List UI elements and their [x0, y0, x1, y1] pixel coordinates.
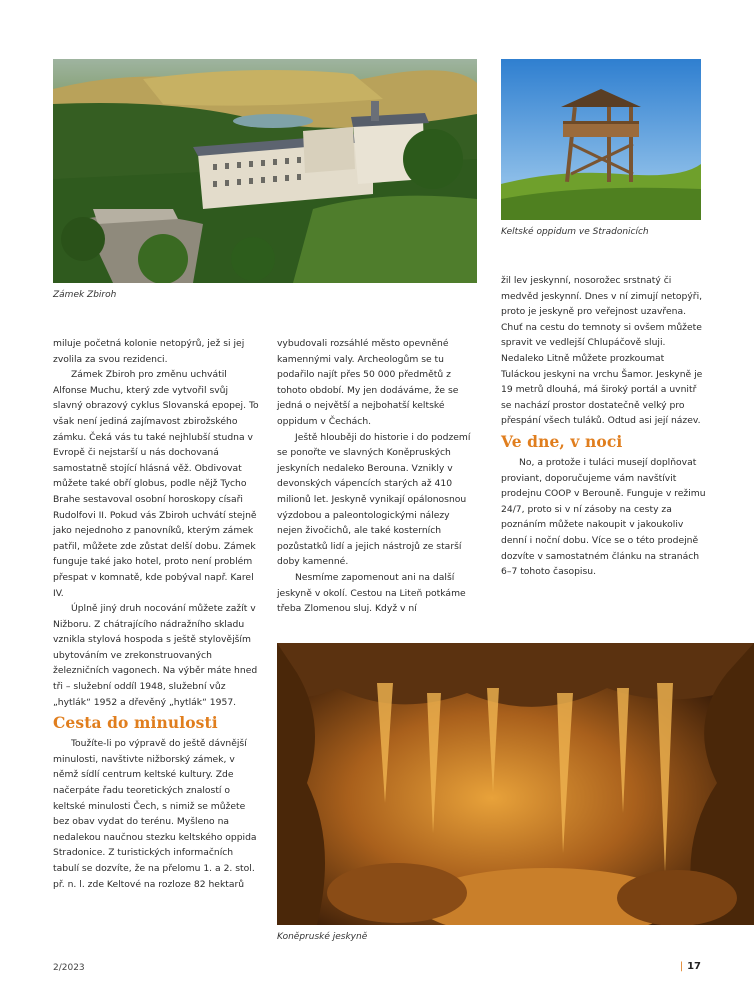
- page-number-value: 17: [687, 961, 701, 972]
- tower-photo: [501, 59, 701, 220]
- tower-photo-caption: Keltské oppidum ve Stradonicích: [501, 227, 649, 237]
- page-number: | 17: [679, 961, 701, 972]
- paragraph: No, a protože i tuláci musejí doplňovat proviant, doporučujeme vám navštívit prodejnu COOP v Berouně. Funguje v režimu 24/7, proto si v ní zásoby na cesty za poznáním můžete nakoupit v jakoukoliv denní i noční dobu. Více se o této prodejně dozvíte v samostatném článku na stranách 6–7 tohoto časopisu.: [501, 456, 706, 578]
- column-1: [53, 336, 259, 892]
- section-heading: Ve dne, v noci: [501, 431, 623, 451]
- castle-photo-caption: Zámek Zbiroh: [53, 290, 117, 300]
- paragraph: miluje početná kolonie netopýrů, jež si jej zvolila za svou rezidenci.: [53, 338, 245, 365]
- column-2: [277, 336, 475, 617]
- paragraph: Toužíte-li po výpravě do ještě dávnější minulosti, navštivte nižborský zámek, v němž sídlí centrum keltské kultury. Zde načerpáte řadu teoretických znalostí o keltské minulosti Čech, s nimiž se můžete bez obav vydat do terénu. Myšleno na nedalekou naučnou stezku keltského oppida Stradonice. Z turistických informačních tabulí se dozvíte, že na přelomu 1. a 2. stol. př. n. l. zde Keltové na rozloze 82 hektarů: [53, 738, 257, 890]
- paragraph: žil lev jeskynní, nosorožec srstnatý či medvěd jeskynní. Dnes v ní zimují netopýři, proto je jeskyně pro veřejnost uzavřena. Chuť na cestu do temnoty si ovšem můžete spravit ve vedlejší Chlupáčově sluji. Nedaleko Litně můžete prozkoumat Tuláckou jeskyni na vrchu Šamor. Jeskyně je 19 metrů dlouhá, má široký portál a uvnitř se nachází prostor dostatečně velký pro přespání všech tuláků. Odtud asi její název.: [501, 275, 703, 427]
- paragraph: vybudovali rozsáhlé město opevněné kamennými valy. Archeologům se tu podařilo najít přes 50 000 předmětů z tohoto období. My jen dodáváme, že se jedná o největší a nejbohatší keltské oppidum v Čechách.: [277, 338, 459, 427]
- cave-photo-caption: Koněpruské jeskyně: [277, 932, 368, 942]
- castle-photo: [53, 59, 477, 283]
- paragraph: Úplně jiný druh nocování můžete zažít v Nižboru. Z chátrajícího nádražního skladu vznikla stylová hospoda s ještě stylovějším ubytováním ve zrekonstruovaných železničních vagonech. Na výběr máte hned tři – služební oddíl 1948, služební vůz „hytlák“ 1952 a dřevěný „hytlák“ 1957.: [53, 603, 258, 708]
- issue-label: 2/2023: [53, 963, 85, 973]
- cave-photo: [277, 643, 754, 925]
- paragraph: Zámek Zbiroh pro změnu uchvátil Alfonse Muchu, který zde vytvořil svůj slavný obrazový cyklus Slovanská epopej. To však není jediná zajímavost zbirožského zámku. Čeká vás tu také nejhlubší studna v Evropě či nejstarší u nás dochovaná samostatně stojící hlásná věž. Obdivovat můžete také obří globus, podle nějž Tycho Brahe sestavoval osobní horoskopy císaři Rudolfovi II. Pokud vás Zbiroh uchvátí stejně jako nejednoho z panovníků, kterým zámek patřil, můžete zde zůstat delší dobu. Zámek funguje také jako hotel, proto není problém přespat v komnatě, kde pobýval např. Karel IV.: [53, 369, 259, 599]
- section-heading: Cesta do minulosti: [53, 713, 218, 733]
- column-3: [501, 273, 706, 580]
- paragraph: Nesmíme zapomenout ani na další jeskyně v okolí. Cestou na Liteň potkáme třeba Zlomenou sluj. Když v ní: [277, 571, 466, 615]
- paragraph: Ještě hlouběji do historie i do podzemí se ponořte ve slavných Koněpruských jeskyních nedaleko Berouna. Vznikly v devonských vápencích starých až 410 milionů let. Jeskyně vynikají opálonosnou výzdobou a paleontologickými nálezy nejen živočichů, ale také kosterních pozůstatků lidí a jejich nástrojů ze starší doby kamenné.: [277, 431, 471, 568]
